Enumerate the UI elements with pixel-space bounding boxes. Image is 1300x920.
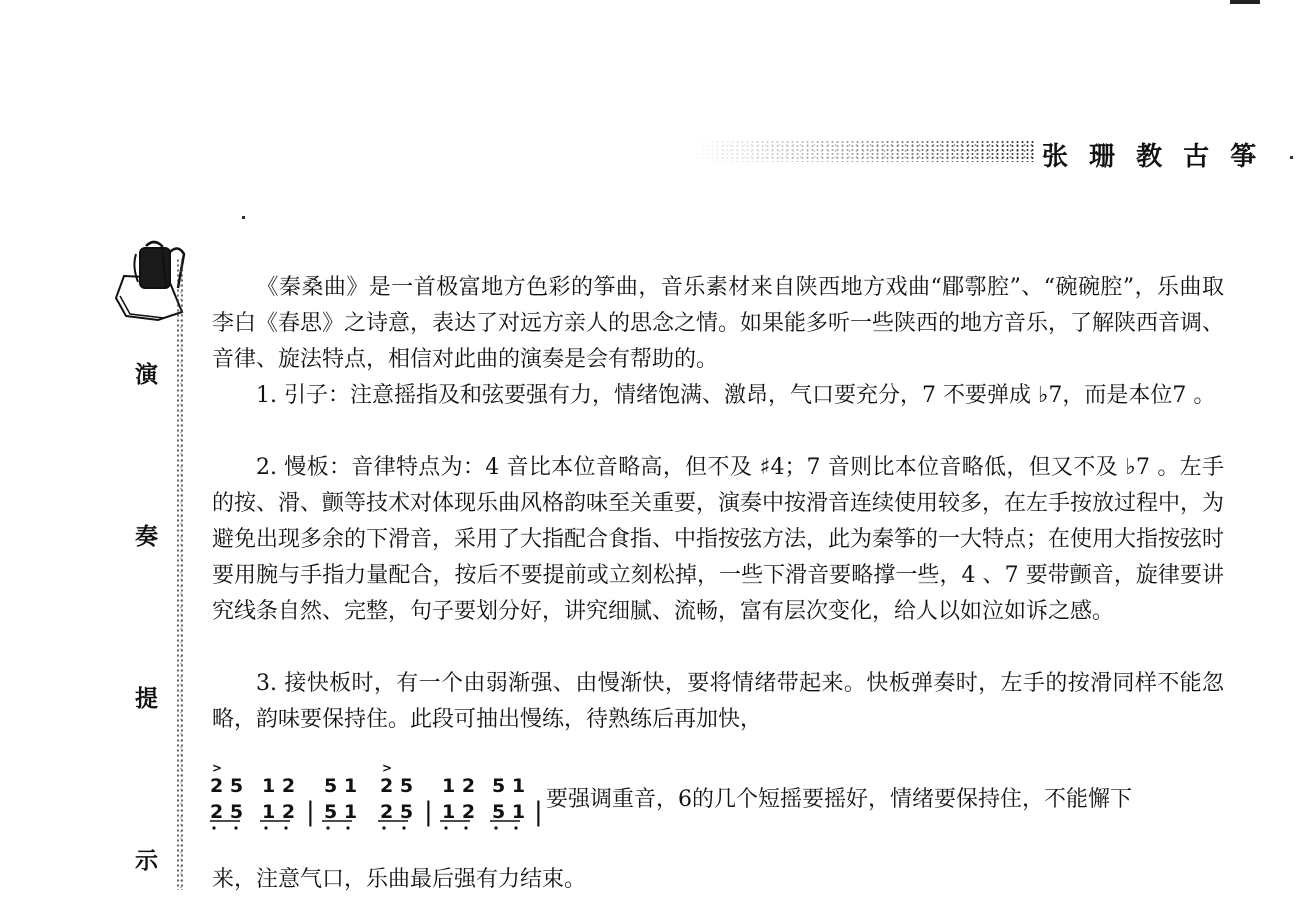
sidebar-char: 示 xyxy=(135,848,158,874)
notation-top: 2 5 xyxy=(210,775,244,797)
stray-mark xyxy=(242,216,245,219)
notation-bottom: 1 2 xyxy=(262,801,296,823)
notation-top: 2 5 xyxy=(380,775,414,797)
accent-mark: > xyxy=(212,761,223,775)
notation-barline: | xyxy=(534,797,543,827)
notation-top: 1 2 xyxy=(442,775,476,797)
item-3-paragraph: 3. 接快板时，有一个由弱渐强、由慢渐快，要将情绪带起来。快板弹奏时，左手的按滑同样不能忽略，韵味要保持住。此段可抽出慢练，待熟练后再加快， xyxy=(212,671,1224,732)
item-1-paragraph: 1. 引子：注意摇指及和弦要强有力，情绪饱满、激昂，气口要充分，7 不要弹成 ♭7，而是本位7 。 xyxy=(256,383,1216,408)
notation-bottom: 5 1 xyxy=(492,801,526,823)
notation-barline: | xyxy=(306,797,315,827)
notation-bottom: 2 5 xyxy=(210,801,244,823)
notation-bottom: 1 2 xyxy=(442,801,476,823)
notation-low-dots xyxy=(212,826,517,829)
page-corner-mark xyxy=(1230,0,1260,4)
margin-decoration xyxy=(176,258,185,890)
sidebar-char: 演 xyxy=(135,362,158,388)
notation-top: 1 2 xyxy=(262,775,296,797)
notation-top: 5 1 xyxy=(324,775,358,797)
sidebar-char: 提 xyxy=(135,686,158,712)
notation-top: 5 1 xyxy=(492,775,526,797)
intro-paragraph: 《秦桑曲》是一首极富地方色彩的筝曲，音乐素材来自陕西地方戏曲“郿鄠腔”、“碗碗腔”，乐曲取李白《春思》之诗意，表达了对远方亲人的思念之情。如果能多听一些陕西的地方音乐，了解陕西音调、音律、旋法特点，相信对此曲的演奏是会有帮助的。 xyxy=(212,275,1225,372)
item-2-paragraph: 2. 慢板：音律特点为：4 音比本位音略高，但不及 ♯4；7 音则比本位音略低，但又不及 ♭7 。左手的按、滑、颤等技术对体现乐曲风格韵味至关重要，演奏中按滑音连续使用较多，在左手按放过程中，为避免出现多余的下滑音，采用了大指配合食指、中指按弦方法，此为秦筝的一大特点；在使用大指按弦时要用腕与手指力量配合，按后不要提前或立刻松掉，一些下滑音要略撑一些，4 、7 要带颤音，旋律要讲究线条自然、完整，句子要划分好，讲究细腻、流畅，富有层次变化，给人以如泣如诉之感。 xyxy=(212,455,1225,624)
header-decoration xyxy=(690,140,1035,162)
notation-bottom: 2 5 xyxy=(380,801,414,823)
sidebar-char: 奏 xyxy=(135,524,158,550)
notation-barline: | xyxy=(424,797,433,827)
running-head: 张 珊 教 古 筝 xyxy=(1042,142,1263,172)
closing-line: 来，注意气口，乐曲最后强有力结束。 xyxy=(212,867,587,892)
accent-mark: > xyxy=(382,761,393,775)
notation-bottom: 5 1 xyxy=(324,801,358,823)
stray-mark xyxy=(1290,156,1293,159)
notation-tail-text: 要强调重音，6的几个短摇要摇好，情绪要保持住，不能懈下 xyxy=(546,787,1132,812)
jianpu-notation xyxy=(210,761,543,832)
